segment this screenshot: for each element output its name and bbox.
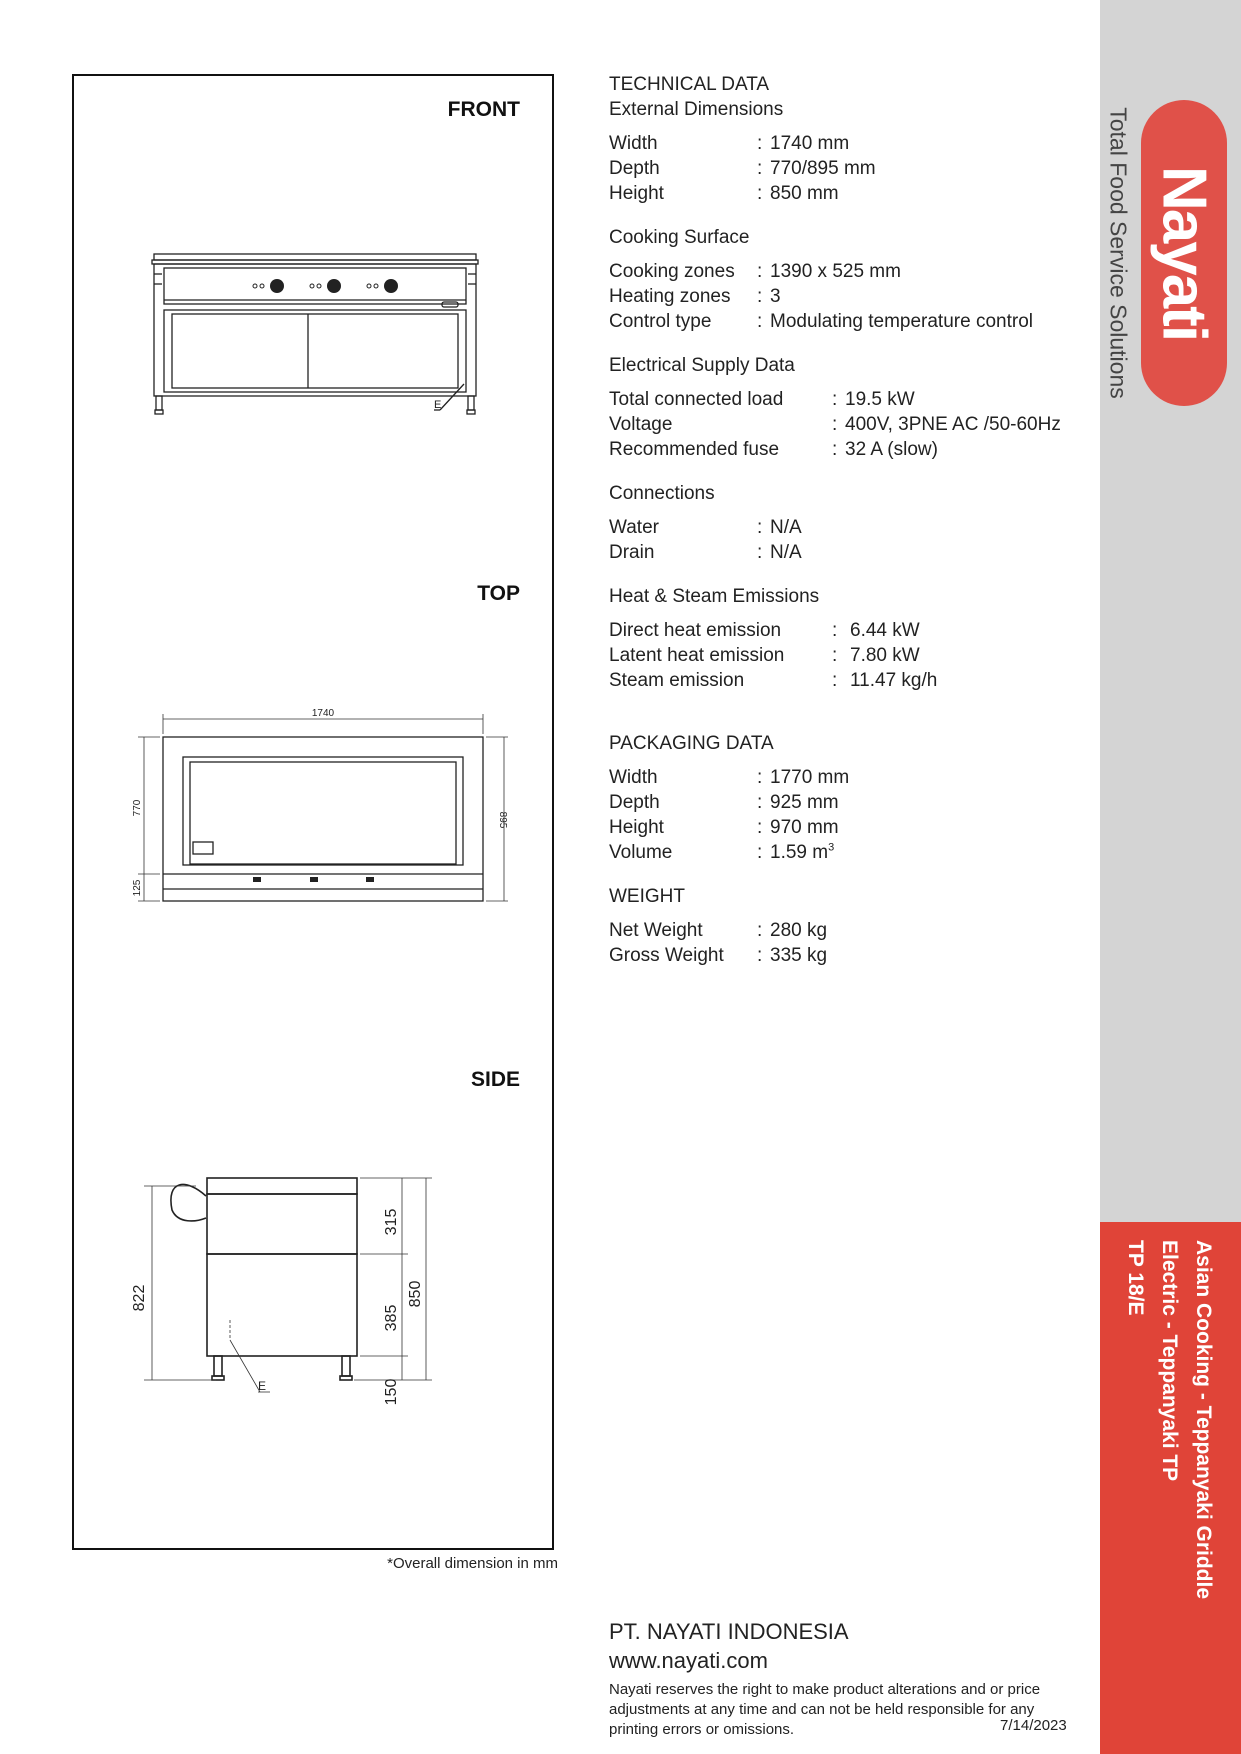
- spec-separator: :: [832, 645, 838, 666]
- side-leg-section-dim: 150: [383, 1378, 400, 1406]
- spec-separator: :: [832, 389, 838, 410]
- spec-label: Direct heat emission: [609, 620, 782, 641]
- spec-separator: :: [757, 183, 763, 204]
- spec-separator: :: [832, 620, 838, 641]
- spec-separator: :: [757, 920, 763, 941]
- spec-label: Depth: [609, 792, 660, 813]
- spec-value: 850 mm: [770, 183, 839, 204]
- spec-value: 335 kg: [770, 945, 828, 966]
- disclaimer-text: Nayati reserves the right to make product alterations and or price adjustments at any time and can not be held responsible for any printing errors or omissions.: [609, 1681, 1041, 1738]
- dimension-footnote: *Overall dimension in mm: [387, 1555, 558, 1572]
- spec-separator: :: [757, 517, 763, 538]
- spec-value: Modulating temperature control: [770, 311, 1033, 332]
- top-view-drawing: [128, 704, 518, 904]
- spec-separator: :: [757, 842, 763, 863]
- spec-row: [609, 309, 1089, 334]
- spec-label: Total connected load: [609, 389, 784, 410]
- spec-separator: :: [757, 286, 763, 307]
- connections-list: [609, 515, 1089, 565]
- weight-title: WEIGHT: [609, 886, 685, 907]
- spec-label: Gross Weight: [609, 945, 724, 966]
- external-dimensions-title: External Dimensions: [609, 99, 784, 120]
- cooking-surface-list: [609, 259, 1089, 334]
- spec-row: [609, 840, 1089, 865]
- company-name: PT. NAYATI INDONESIA: [609, 1619, 849, 1644]
- spec-row: [609, 284, 1089, 309]
- spec-separator: :: [757, 261, 763, 282]
- spec-label: Control type: [609, 311, 712, 332]
- nayati-logo-wordmark: Nayati: [1149, 165, 1219, 341]
- spec-label: Drain: [609, 542, 655, 563]
- spec-row: [609, 815, 1089, 840]
- spec-label: Steam emission: [609, 670, 745, 691]
- front-marker-label: E: [434, 399, 442, 411]
- spec-row: [609, 540, 1089, 565]
- spec-value: 7.80 kW: [850, 645, 920, 666]
- spec-value: N/A: [770, 517, 802, 538]
- spec-value: 970 mm: [770, 817, 839, 838]
- spec-value: 11.47 kg/h: [850, 670, 938, 691]
- electrical-supply-list: [609, 387, 1089, 462]
- top-depth-left-dim: 770: [132, 799, 143, 817]
- spec-row: [609, 918, 1089, 943]
- packaging-data-list: [609, 765, 1089, 865]
- heat-steam-title: Heat & Steam Emissions: [609, 586, 820, 607]
- brand-tagline: Total Food Service Solutions: [1105, 107, 1132, 399]
- side-marker-label: E: [258, 1379, 267, 1393]
- side-view-label: SIDE: [470, 1068, 520, 1091]
- packaging-data-title: PACKAGING DATA: [609, 733, 774, 754]
- side-middle-section-dim: 385: [383, 1304, 400, 1332]
- spec-value: 1740 mm: [770, 133, 850, 154]
- spec-label: Heating zones: [609, 286, 731, 307]
- spec-separator: :: [757, 817, 763, 838]
- side-overall-left-dim: 822: [131, 1284, 148, 1312]
- spec-label: Height: [609, 183, 664, 204]
- spec-label: Recommended fuse: [609, 439, 780, 460]
- spec-row: [609, 181, 1089, 206]
- spec-label: Width: [609, 767, 658, 788]
- external-dimensions-list: [609, 131, 1089, 206]
- weight-list: [609, 918, 1089, 968]
- spec-label: Voltage: [609, 414, 673, 435]
- spec-label: Height: [609, 817, 664, 838]
- spec-separator: :: [757, 542, 763, 563]
- cooking-surface-title: Cooking Surface: [609, 227, 750, 248]
- spec-row: [609, 437, 1089, 462]
- heat-steam-list: [609, 618, 1089, 693]
- spec-row: [609, 387, 1089, 412]
- spec-row: [609, 131, 1089, 156]
- spec-row: [609, 259, 1089, 284]
- spec-label: Depth: [609, 158, 660, 179]
- spec-value: 32 A (slow): [845, 439, 938, 460]
- technical-data-panel: [609, 72, 1089, 987]
- product-model-line: TP 18/E: [1124, 1240, 1147, 1316]
- spec-value: 280 kg: [770, 920, 828, 941]
- side-overall-right-dim: 850: [407, 1280, 424, 1308]
- front-view-drawing: [150, 250, 480, 420]
- spec-label: Water: [609, 517, 659, 538]
- spec-value: 1390 x 525 mm: [770, 261, 901, 282]
- spec-value: 1770 mm: [770, 767, 850, 788]
- spec-label: Width: [609, 133, 658, 154]
- spec-separator: :: [757, 158, 763, 179]
- company-website-link[interactable]: www.nayati.com: [609, 1648, 768, 1673]
- spec-row: [609, 643, 1089, 668]
- spec-value: N/A: [770, 542, 802, 563]
- product-category-line: Asian Cooking - Teppanyaki Griddle: [1192, 1240, 1215, 1599]
- spec-separator: :: [832, 439, 838, 460]
- spec-value: 400V, 3PNE AC /50-60Hz: [845, 414, 1061, 435]
- spec-row: [609, 790, 1089, 815]
- connections-title: Connections: [609, 483, 715, 504]
- spec-value: 925 mm: [770, 792, 839, 813]
- electrical-supply-title: Electrical Supply Data: [609, 355, 795, 376]
- spec-row: [609, 618, 1089, 643]
- spec-value: 1.59 $m^3$: [770, 841, 835, 863]
- spec-value: 6.44 kW: [850, 620, 920, 641]
- spec-row: [609, 156, 1089, 181]
- spec-label: Cooking zones: [609, 261, 735, 282]
- spec-value: 3: [770, 286, 781, 307]
- spec-separator: :: [757, 767, 763, 788]
- spec-value: 770/895 mm: [770, 158, 876, 179]
- spec-separator: :: [832, 414, 838, 435]
- spec-label: Latent heat emission: [609, 645, 785, 666]
- top-depth-right-dim: 895: [497, 811, 508, 829]
- document-date: 7/14/2023: [1000, 1717, 1067, 1734]
- top-view-label: TOP: [477, 582, 520, 605]
- top-width-dim: 1740: [311, 708, 335, 719]
- product-type-line: Electric - Teppanyaki TP: [1158, 1240, 1181, 1482]
- spec-label: Volume: [609, 842, 673, 863]
- spec-separator: :: [757, 311, 763, 332]
- spec-row: [609, 668, 1089, 693]
- spec-separator: :: [757, 792, 763, 813]
- spec-separator: :: [832, 670, 838, 691]
- top-front-strip-dim: 125: [132, 879, 143, 897]
- front-view-label: FRONT: [447, 98, 520, 121]
- spec-separator: :: [757, 133, 763, 154]
- technical-data-title: TECHNICAL DATA: [609, 74, 770, 95]
- side-top-section-dim: 315: [383, 1208, 400, 1236]
- spec-label: Net Weight: [609, 920, 703, 941]
- spec-row: [609, 943, 1089, 968]
- side-view-drawing: [126, 1170, 486, 1430]
- spec-row: [609, 412, 1089, 437]
- spec-value: 19.5 kW: [845, 389, 915, 410]
- spec-separator: :: [757, 945, 763, 966]
- spec-row: [609, 515, 1089, 540]
- volume-unit-superscript: 3: [828, 841, 835, 854]
- spec-row: [609, 765, 1089, 790]
